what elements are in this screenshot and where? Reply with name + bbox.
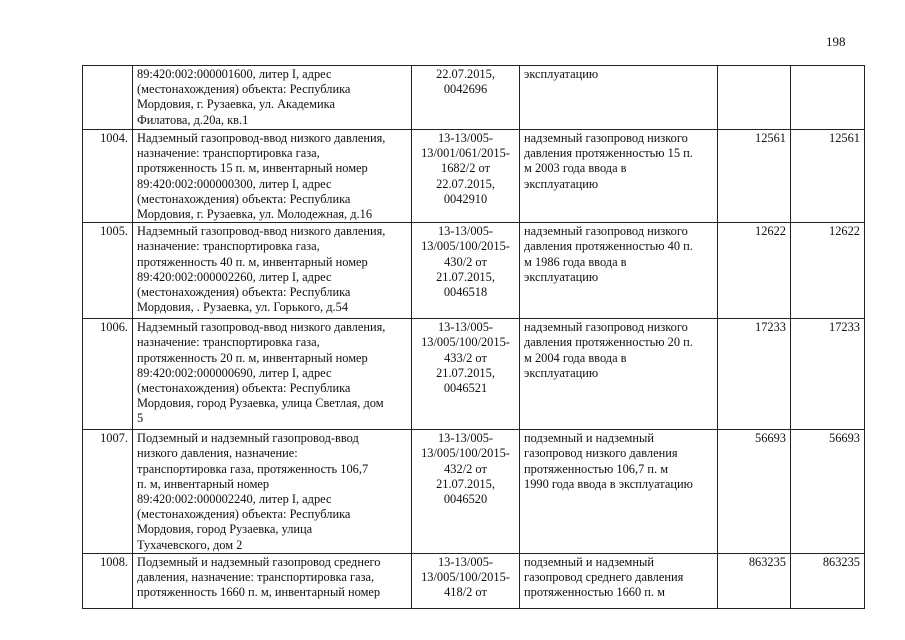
object-description-line: (местонахождения) объекта: Республика [137, 285, 351, 300]
registration-record-line: 0046518 [443, 285, 488, 300]
table-row [83, 553, 865, 608]
object-description-line: (местонахождения) объекта: Республика [137, 507, 351, 522]
object-description-line: назначение: транспортировка газа, [137, 335, 320, 350]
registration-record [412, 223, 520, 319]
value-cell-1: 56693 [718, 430, 791, 554]
row-number: 1004. [83, 130, 133, 223]
registration-record-line: 430/2 от [444, 254, 487, 269]
value-cell-1: 12622 [718, 223, 791, 319]
value-cell-2: 56693 [791, 430, 865, 554]
object-characteristics-line: протяженностью 1660 п. м [524, 585, 665, 600]
registration-record [412, 319, 520, 430]
object-description-line: Филатова, д.20а, кв.1 [137, 112, 249, 127]
registration-record-line: 13-13/005- [437, 554, 494, 569]
object-characteristics [520, 130, 718, 223]
object-characteristics-line: газопровод среднего давления [524, 570, 684, 585]
object-characteristics-line: м 1986 года ввода в [524, 254, 627, 269]
registration-record-line: 13/001/061/2015- [421, 146, 510, 161]
registration-record [412, 130, 520, 223]
registration-record-line: 433/2 от [444, 350, 487, 365]
object-description-line: назначение: транспортировка газа, [137, 146, 320, 161]
object-description [133, 553, 412, 608]
object-description-line: 89:420:002:000000300, литер I, адрес [137, 176, 332, 191]
object-description-line: давления, назначение: транспортировка газа, [137, 570, 375, 585]
object-characteristics-line: подземный и надземный [524, 554, 654, 569]
object-characteristics-line: давления протяженностью 40 п. [524, 239, 693, 254]
registration-record-line: 13-13/005- [437, 431, 494, 446]
object-characteristics [520, 319, 718, 430]
object-description-line: (местонахождения) объекта: Республика [137, 381, 351, 396]
row-number: 1006. [83, 319, 133, 430]
object-description-line: протяженность 15 п. м, инвентарный номер [137, 161, 368, 176]
object-description-line: Мордовия, город Рузаевка, улица Светлая, дом [137, 396, 384, 411]
registration-record-line: 22.07.2015, [436, 67, 495, 81]
object-characteristics-line: протяженностью 106,7 п. м [524, 461, 669, 476]
object-description-line: Мордовия, г. Рузаевка, ул. Молодежная, д.16 [137, 207, 373, 222]
registration-record-line: 432/2 от [444, 461, 487, 476]
registration-record-line: 13/005/100/2015- [421, 239, 510, 254]
page-number: 198 [826, 34, 846, 49]
registration-record-line: 13/005/100/2015- [421, 570, 510, 585]
object-description-line: Мордовия, город Рузаевка, улица [137, 522, 313, 537]
object-characteristics-line: давления протяженностью 15 п. [524, 146, 693, 161]
row-number: 1007. [83, 430, 133, 554]
value-cell-1: 17233 [718, 319, 791, 430]
registration-record-line: 21.07.2015, [436, 365, 495, 380]
object-description [133, 66, 412, 130]
object-description-line: 89:420:002:000000690, литер I, адрес [137, 365, 332, 380]
table-row [83, 223, 865, 319]
object-characteristics-line: эксплуатацию [524, 67, 599, 81]
object-characteristics-line: эксплуатацию [524, 365, 599, 380]
object-description-line: низкого давления, назначение: [137, 446, 298, 461]
object-description [133, 319, 412, 430]
value-cell-2: 17233 [791, 319, 865, 430]
object-characteristics-line: эксплуатацию [524, 269, 599, 284]
object-description [133, 223, 412, 319]
table-row [83, 66, 865, 130]
object-characteristics-line: газопровод низкого давления [524, 446, 678, 461]
object-description-line: Подземный и надземный газопровод-ввод [137, 431, 359, 446]
registration-record-line: 21.07.2015, [436, 269, 495, 284]
registration-record-line: 0046520 [443, 492, 488, 507]
registration-record [412, 66, 520, 130]
object-description-line: (местонахождения) объекта: Республика [137, 82, 351, 97]
object-characteristics-line: подземный и надземный [524, 431, 654, 446]
object-description-line: 5 [137, 411, 144, 426]
object-characteristics [520, 66, 718, 130]
registration-record-line: 418/2 от [444, 585, 487, 600]
object-characteristics [520, 553, 718, 608]
registry-table [82, 65, 865, 609]
object-description-line: Подземный и надземный газопровод среднего [137, 554, 381, 569]
object-description [133, 430, 412, 554]
object-description-line: Надземный газопровод-ввод низкого давления, [137, 224, 386, 239]
object-characteristics-line: давления протяженностью 20 п. [524, 335, 693, 350]
object-description-line: 89:420:002:000002260, литер I, адрес [137, 269, 332, 284]
value-cell-1: 863235 [718, 553, 791, 608]
registration-record-line: 22.07.2015, [436, 176, 495, 191]
registration-record [412, 553, 520, 608]
registry-table-body [83, 66, 865, 609]
registration-record-line: 0042696 [443, 82, 488, 97]
registration-record [412, 430, 520, 554]
table-row [83, 430, 865, 554]
object-description-line: протяженность 40 п. м, инвентарный номер [137, 254, 368, 269]
registration-record-line: 13-13/005- [437, 224, 494, 239]
registration-record-line: 13-13/005- [437, 320, 494, 335]
registration-record-line: 0042910 [443, 191, 488, 206]
registration-record-line: 21.07.2015, [436, 476, 495, 491]
registration-record-line: 0046521 [443, 381, 488, 396]
object-description-line: 89:420:002:000001600, литер I, адрес [137, 67, 332, 81]
row-number [83, 66, 133, 130]
value-cell-2 [791, 66, 865, 130]
table-row [83, 130, 865, 223]
object-description-line: протяженность 1660 п. м, инвентарный номер [137, 585, 381, 600]
value-cell-1: 12561 [718, 130, 791, 223]
object-description-line: транспортировка газа, протяженность 106,7 [137, 461, 369, 476]
row-number: 1005. [83, 223, 133, 319]
object-description-line: Тухачевского, дом 2 [137, 537, 243, 552]
object-description-line: Надземный газопровод-ввод низкого давления, [137, 131, 386, 145]
object-characteristics-line: эксплуатацию [524, 176, 599, 191]
object-characteristics [520, 223, 718, 319]
object-description [133, 130, 412, 223]
value-cell-2: 12622 [791, 223, 865, 319]
table-row [83, 319, 865, 430]
object-characteristics-line: м 2004 года ввода в [524, 350, 627, 365]
object-description-line: назначение: транспортировка газа, [137, 239, 320, 254]
object-characteristics-line: надземный газопровод низкого [524, 131, 688, 145]
value-cell-2: 863235 [791, 553, 865, 608]
object-characteristics-line: 1990 года ввода в эксплуатацию [524, 476, 693, 491]
registration-record-line: 13-13/005- [437, 131, 494, 145]
object-characteristics [520, 430, 718, 554]
row-number: 1008. [83, 553, 133, 608]
object-characteristics-line: надземный газопровод низкого [524, 224, 688, 239]
value-cell-2: 12561 [791, 130, 865, 223]
object-characteristics-line: надземный газопровод низкого [524, 320, 688, 335]
object-description-line: п. м, инвентарный номер [137, 476, 270, 491]
object-description-line: Мордовия, . Рузаевка, ул. Горького, д.54 [137, 300, 349, 315]
object-description-line: (местонахождения) объекта: Республика [137, 191, 351, 206]
object-description-line: 89:420:002:000002240, литер I, адрес [137, 492, 332, 507]
registration-record-line: 13/005/100/2015- [421, 335, 510, 350]
object-characteristics-line: м 2003 года ввода в [524, 161, 627, 176]
registration-record-line: 1682/2 от [441, 161, 490, 176]
object-description-line: протяженность 20 п. м, инвентарный номер [137, 350, 368, 365]
object-description-line: Надземный газопровод-ввод низкого давления, [137, 320, 386, 335]
registration-record-line: 13/005/100/2015- [421, 446, 510, 461]
object-description-line: Мордовия, г. Рузаевка, ул. Академика [137, 97, 335, 112]
value-cell-1 [718, 66, 791, 130]
